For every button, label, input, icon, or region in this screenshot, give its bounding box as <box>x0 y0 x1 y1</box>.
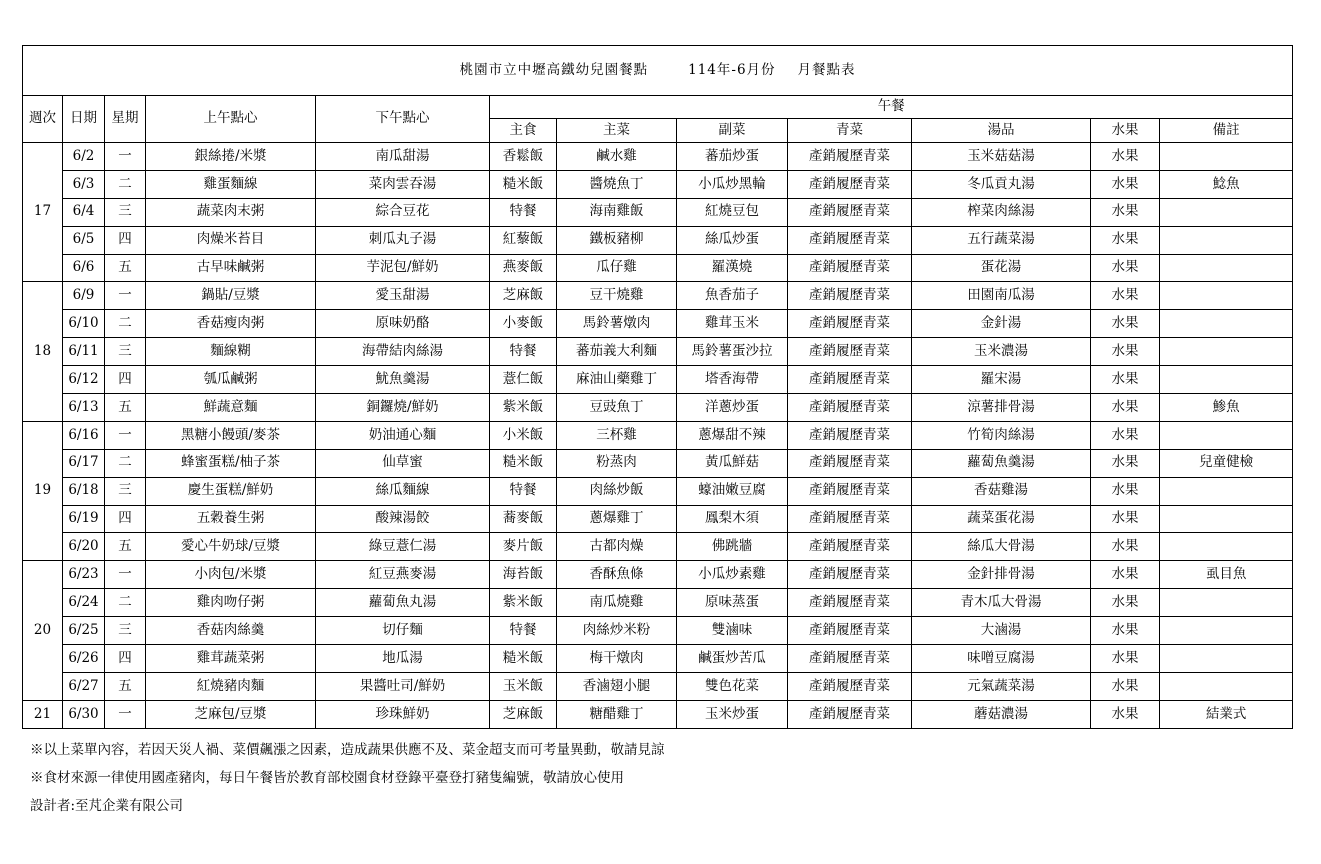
date-cell: 6/9 <box>63 282 105 310</box>
morning-snack-cell: 黑糖小饅頭/麥茶 <box>146 421 316 449</box>
side-dish-cell: 蠔油嫩豆腐 <box>677 477 788 505</box>
afternoon-snack-cell: 綠豆薏仁湯 <box>316 533 490 561</box>
main-dish-cell: 麻油山藥雞丁 <box>557 366 677 394</box>
vegetable-cell: 產銷履歷青菜 <box>788 700 912 728</box>
remarks-cell <box>1160 533 1293 561</box>
date-cell: 6/6 <box>63 254 105 282</box>
vegetable-cell: 產銷履歷青菜 <box>788 143 912 171</box>
side-dish-cell: 鳳梨木須 <box>677 505 788 533</box>
weekday-cell: 三 <box>105 477 146 505</box>
main-dish-cell: 蕃茄義大利麵 <box>557 338 677 366</box>
staple-cell: 小米飯 <box>490 421 557 449</box>
fruit-cell: 水果 <box>1091 394 1160 422</box>
table-row <box>23 143 1293 171</box>
afternoon-snack-cell: 切仔麵 <box>316 617 490 645</box>
header-main-dish: 主菜 <box>557 119 677 143</box>
vegetable-cell: 產銷履歷青菜 <box>788 421 912 449</box>
week-number-cell: 21 <box>23 700 63 728</box>
afternoon-snack-cell: 菜肉雲吞湯 <box>316 170 490 198</box>
date-cell: 6/4 <box>63 198 105 226</box>
morning-snack-cell: 古早味鹹粥 <box>146 254 316 282</box>
side-dish-cell: 鹹蛋炒苦瓜 <box>677 645 788 673</box>
main-dish-cell: 海南雞飯 <box>557 198 677 226</box>
week-number-cell: 19 <box>23 421 63 560</box>
afternoon-snack-cell: 奶油通心麵 <box>316 421 490 449</box>
staple-cell: 特餐 <box>490 338 557 366</box>
fruit-cell: 水果 <box>1091 505 1160 533</box>
staple-cell: 小麥飯 <box>490 310 557 338</box>
fruit-cell: 水果 <box>1091 254 1160 282</box>
date-cell: 6/17 <box>63 449 105 477</box>
disclaimer-note: ※以上菜單內容，若因天災人禍、菜價飆漲之因素，造成蔬果供應不及、菜金超支而可考量異動，敬請見諒 <box>30 742 665 758</box>
table-row <box>23 366 1293 394</box>
side-dish-cell: 小瓜炒素雞 <box>677 561 788 589</box>
weekday-cell: 一 <box>105 282 146 310</box>
fruit-cell: 水果 <box>1091 338 1160 366</box>
date-cell: 6/18 <box>63 477 105 505</box>
morning-snack-cell: 蜂蜜蛋糕/柚子茶 <box>146 449 316 477</box>
soup-cell: 蘿蔔魚羹湯 <box>912 449 1091 477</box>
afternoon-snack-cell: 地瓜湯 <box>316 645 490 673</box>
remarks-cell <box>1160 617 1293 645</box>
afternoon-snack-cell: 酸辣湯餃 <box>316 505 490 533</box>
remarks-cell <box>1160 198 1293 226</box>
table-row <box>23 394 1293 422</box>
fruit-cell: 水果 <box>1091 421 1160 449</box>
table-row <box>23 700 1293 728</box>
table-row <box>23 226 1293 254</box>
vegetable-cell: 產銷履歷青菜 <box>788 338 912 366</box>
side-dish-cell: 塔香海帶 <box>677 366 788 394</box>
header-morning-snack: 上午點心 <box>146 96 316 143</box>
main-dish-cell: 南瓜燒雞 <box>557 589 677 617</box>
vegetable-cell: 產銷履歷青菜 <box>788 617 912 645</box>
main-dish-cell: 馬鈴薯燉肉 <box>557 310 677 338</box>
side-dish-cell: 洋蔥炒蛋 <box>677 394 788 422</box>
morning-snack-cell: 香菇瘦肉粥 <box>146 310 316 338</box>
date-cell: 6/16 <box>63 421 105 449</box>
main-dish-cell: 鹹水雞 <box>557 143 677 171</box>
soup-cell: 元氣蔬菜湯 <box>912 672 1091 700</box>
soup-cell: 香菇雞湯 <box>912 477 1091 505</box>
staple-cell: 紫米飯 <box>490 394 557 422</box>
afternoon-snack-cell: 仙草蜜 <box>316 449 490 477</box>
vegetable-cell: 產銷履歷青菜 <box>788 589 912 617</box>
date-cell: 6/23 <box>63 561 105 589</box>
soup-cell: 蛋花湯 <box>912 254 1091 282</box>
date-cell: 6/5 <box>63 226 105 254</box>
main-dish-cell: 香酥魚條 <box>557 561 677 589</box>
afternoon-snack-cell: 珍珠鮮奶 <box>316 700 490 728</box>
weekday-cell: 二 <box>105 310 146 338</box>
afternoon-snack-cell: 綜合豆花 <box>316 198 490 226</box>
staple-cell: 糙米飯 <box>490 170 557 198</box>
staple-cell: 海苔飯 <box>490 561 557 589</box>
remarks-cell <box>1160 477 1293 505</box>
side-dish-cell: 黃瓜鮮菇 <box>677 449 788 477</box>
vegetable-cell: 產銷履歷青菜 <box>788 533 912 561</box>
weekday-cell: 三 <box>105 617 146 645</box>
weekday-cell: 四 <box>105 366 146 394</box>
main-dish-cell: 瓜仔雞 <box>557 254 677 282</box>
table-row <box>23 170 1293 198</box>
vegetable-cell: 產銷履歷青菜 <box>788 561 912 589</box>
weekday-cell: 一 <box>105 143 146 171</box>
date-cell: 6/2 <box>63 143 105 171</box>
date-cell: 6/24 <box>63 589 105 617</box>
vegetable-cell: 產銷履歷青菜 <box>788 394 912 422</box>
morning-snack-cell: 鮮蔬意麵 <box>146 394 316 422</box>
table-row <box>23 533 1293 561</box>
header-side-dish: 副菜 <box>677 119 788 143</box>
header-weekday: 星期 <box>105 96 146 143</box>
morning-snack-cell: 蔬菜肉末粥 <box>146 198 316 226</box>
table-row <box>23 617 1293 645</box>
side-dish-cell: 雙色花菜 <box>677 672 788 700</box>
fruit-cell: 水果 <box>1091 617 1160 645</box>
vegetable-cell: 產銷履歷青菜 <box>788 198 912 226</box>
main-dish-cell: 肉絲炒飯 <box>557 477 677 505</box>
remarks-cell: 兒童健檢 <box>1160 449 1293 477</box>
table-row <box>23 198 1293 226</box>
morning-snack-cell: 芝麻包/豆漿 <box>146 700 316 728</box>
staple-cell: 香鬆飯 <box>490 143 557 171</box>
designer-credit: 設計者:至芃企業有限公司 <box>30 798 184 814</box>
weekday-cell: 一 <box>105 561 146 589</box>
afternoon-snack-cell: 芋泥包/鮮奶 <box>316 254 490 282</box>
table-row <box>23 561 1293 589</box>
header-soup: 湯品 <box>912 119 1091 143</box>
weekday-cell: 五 <box>105 533 146 561</box>
soup-cell: 蘑菇濃湯 <box>912 700 1091 728</box>
fruit-cell: 水果 <box>1091 672 1160 700</box>
afternoon-snack-cell: 原味奶酪 <box>316 310 490 338</box>
soup-cell: 羅宋湯 <box>912 366 1091 394</box>
main-dish-cell: 糖醋雞丁 <box>557 700 677 728</box>
side-dish-cell: 佛跳牆 <box>677 533 788 561</box>
header-date: 日期 <box>63 96 105 143</box>
staple-cell: 燕麥飯 <box>490 254 557 282</box>
side-dish-cell: 絲瓜炒蛋 <box>677 226 788 254</box>
remarks-cell <box>1160 143 1293 171</box>
school-name: 桃園市立中壢高鐵幼兒園餐點 <box>459 61 649 78</box>
remarks-cell: 鯰魚 <box>1160 170 1293 198</box>
side-dish-cell: 小瓜炒黑輪 <box>677 170 788 198</box>
staple-cell: 糙米飯 <box>490 449 557 477</box>
menu-body <box>23 143 1293 729</box>
afternoon-snack-cell: 蘿蔔魚丸湯 <box>316 589 490 617</box>
side-dish-cell: 羅漢燒 <box>677 254 788 282</box>
menu-title <box>23 46 1293 96</box>
remarks-cell <box>1160 505 1293 533</box>
main-dish-cell: 梅干燉肉 <box>557 645 677 673</box>
side-dish-cell: 雙滷味 <box>677 617 788 645</box>
week-number-cell: 20 <box>23 561 63 700</box>
date-cell: 6/19 <box>63 505 105 533</box>
morning-snack-cell: 雞茸蔬菜粥 <box>146 645 316 673</box>
staple-cell: 玉米飯 <box>490 672 557 700</box>
date-cell: 6/27 <box>63 672 105 700</box>
morning-snack-cell: 瓠瓜鹹粥 <box>146 366 316 394</box>
main-dish-cell: 蔥爆雞丁 <box>557 505 677 533</box>
weekday-cell: 一 <box>105 700 146 728</box>
date-cell: 6/25 <box>63 617 105 645</box>
fruit-cell: 水果 <box>1091 226 1160 254</box>
morning-snack-cell: 雞肉吻仔粥 <box>146 589 316 617</box>
remarks-cell <box>1160 589 1293 617</box>
soup-cell: 竹筍肉絲湯 <box>912 421 1091 449</box>
soup-cell: 金針湯 <box>912 310 1091 338</box>
main-dish-cell: 三杯雞 <box>557 421 677 449</box>
morning-snack-cell: 麵線糊 <box>146 338 316 366</box>
staple-cell: 芝麻飯 <box>490 282 557 310</box>
vegetable-cell: 產銷履歷青菜 <box>788 254 912 282</box>
side-dish-cell: 雞茸玉米 <box>677 310 788 338</box>
soup-cell: 大滷湯 <box>912 617 1091 645</box>
vegetable-cell: 產銷履歷青菜 <box>788 310 912 338</box>
side-dish-cell: 蔥爆甜不辣 <box>677 421 788 449</box>
fruit-cell: 水果 <box>1091 477 1160 505</box>
fruit-cell: 水果 <box>1091 533 1160 561</box>
staple-cell: 蕎麥飯 <box>490 505 557 533</box>
soup-cell: 絲瓜大骨湯 <box>912 533 1091 561</box>
weekday-cell: 四 <box>105 645 146 673</box>
fruit-cell: 水果 <box>1091 366 1160 394</box>
date-cell: 6/10 <box>63 310 105 338</box>
morning-snack-cell: 小肉包/米漿 <box>146 561 316 589</box>
fruit-cell: 水果 <box>1091 449 1160 477</box>
main-dish-cell: 豆干燒雞 <box>557 282 677 310</box>
table-row <box>23 672 1293 700</box>
header-staple: 主食 <box>490 119 557 143</box>
fruit-cell: 水果 <box>1091 310 1160 338</box>
staple-cell: 特餐 <box>490 198 557 226</box>
soup-cell: 五行蔬菜湯 <box>912 226 1091 254</box>
remarks-cell <box>1160 645 1293 673</box>
afternoon-snack-cell: 南瓜甜湯 <box>316 143 490 171</box>
fruit-cell: 水果 <box>1091 143 1160 171</box>
morning-snack-cell: 肉燥米苔目 <box>146 226 316 254</box>
table-row <box>23 282 1293 310</box>
main-dish-cell: 香滷翅小腿 <box>557 672 677 700</box>
fruit-cell: 水果 <box>1091 700 1160 728</box>
staple-cell: 芝麻飯 <box>490 700 557 728</box>
staple-cell: 薏仁飯 <box>490 366 557 394</box>
vegetable-cell: 產銷履歷青菜 <box>788 645 912 673</box>
side-dish-cell: 原味蒸蛋 <box>677 589 788 617</box>
soup-cell: 榨菜肉絲湯 <box>912 198 1091 226</box>
weekday-cell: 二 <box>105 170 146 198</box>
fruit-cell: 水果 <box>1091 282 1160 310</box>
weekday-cell: 二 <box>105 589 146 617</box>
pork-source-note: ※食材來源一律使用國產豬肉，每日午餐皆於教育部校園食材登錄平臺登打豬隻編號，敬請放心使用 <box>30 770 624 786</box>
vegetable-cell: 產銷履歷青菜 <box>788 672 912 700</box>
main-dish-cell: 古都肉燥 <box>557 533 677 561</box>
vegetable-cell: 產銷履歷青菜 <box>788 282 912 310</box>
afternoon-snack-cell: 刺瓜丸子湯 <box>316 226 490 254</box>
date-cell: 6/12 <box>63 366 105 394</box>
fruit-cell: 水果 <box>1091 170 1160 198</box>
main-dish-cell: 肉絲炒米粉 <box>557 617 677 645</box>
table-row <box>23 589 1293 617</box>
table-row <box>23 505 1293 533</box>
main-dish-cell: 鐵板豬柳 <box>557 226 677 254</box>
staple-cell: 麥片飯 <box>490 533 557 561</box>
header-afternoon-snack: 下午點心 <box>316 96 490 143</box>
header-fruit: 水果 <box>1091 119 1160 143</box>
menu-month: 114年-6月份 <box>688 61 776 78</box>
table-row <box>23 338 1293 366</box>
weekday-cell: 五 <box>105 672 146 700</box>
weekday-cell: 五 <box>105 394 146 422</box>
table-row <box>23 310 1293 338</box>
soup-cell: 玉米濃湯 <box>912 338 1091 366</box>
table-row <box>23 254 1293 282</box>
soup-cell: 玉米菇菇湯 <box>912 143 1091 171</box>
vegetable-cell: 產銷履歷青菜 <box>788 170 912 198</box>
weekday-cell: 三 <box>105 338 146 366</box>
soup-cell: 蔬菜蛋花湯 <box>912 505 1091 533</box>
weekday-cell: 二 <box>105 449 146 477</box>
staple-cell: 紫米飯 <box>490 589 557 617</box>
side-dish-cell: 馬鈴薯蛋沙拉 <box>677 338 788 366</box>
table-row <box>23 421 1293 449</box>
date-cell: 6/13 <box>63 394 105 422</box>
side-dish-cell: 紅燒豆包 <box>677 198 788 226</box>
date-cell: 6/3 <box>63 170 105 198</box>
remarks-cell <box>1160 338 1293 366</box>
remarks-cell: 虱目魚 <box>1160 561 1293 589</box>
remarks-cell <box>1160 226 1293 254</box>
morning-snack-cell: 雞蛋麵線 <box>146 170 316 198</box>
date-cell: 6/30 <box>63 700 105 728</box>
weekday-cell: 五 <box>105 254 146 282</box>
morning-snack-cell: 五穀養生粥 <box>146 505 316 533</box>
side-dish-cell: 蕃茄炒蛋 <box>677 143 788 171</box>
remarks-cell <box>1160 310 1293 338</box>
afternoon-snack-cell: 魷魚羹湯 <box>316 366 490 394</box>
remarks-cell <box>1160 282 1293 310</box>
vegetable-cell: 產銷履歷青菜 <box>788 449 912 477</box>
vegetable-cell: 產銷履歷青菜 <box>788 505 912 533</box>
remarks-cell <box>1160 366 1293 394</box>
soup-cell: 冬瓜貢丸湯 <box>912 170 1091 198</box>
weekday-cell: 三 <box>105 198 146 226</box>
soup-cell: 味噌豆腐湯 <box>912 645 1091 673</box>
date-cell: 6/20 <box>63 533 105 561</box>
soup-cell: 涼薯排骨湯 <box>912 394 1091 422</box>
afternoon-snack-cell: 果醬吐司/鮮奶 <box>316 672 490 700</box>
soup-cell: 金針排骨湯 <box>912 561 1091 589</box>
header-week: 週次 <box>23 96 63 143</box>
remarks-cell <box>1160 672 1293 700</box>
morning-snack-cell: 鍋貼/豆漿 <box>146 282 316 310</box>
header-remarks: 備註 <box>1160 119 1293 143</box>
soup-cell: 青木瓜大骨湯 <box>912 589 1091 617</box>
staple-cell: 糙米飯 <box>490 645 557 673</box>
weekday-cell: 四 <box>105 226 146 254</box>
staple-cell: 特餐 <box>490 617 557 645</box>
remarks-cell <box>1160 254 1293 282</box>
fruit-cell: 水果 <box>1091 589 1160 617</box>
afternoon-snack-cell: 海帶結肉絲湯 <box>316 338 490 366</box>
vegetable-cell: 產銷履歷青菜 <box>788 226 912 254</box>
afternoon-snack-cell: 愛玉甜湯 <box>316 282 490 310</box>
staple-cell: 紅藜飯 <box>490 226 557 254</box>
table-row <box>23 645 1293 673</box>
side-dish-cell: 玉米炒蛋 <box>677 700 788 728</box>
morning-snack-cell: 愛心牛奶球/豆漿 <box>146 533 316 561</box>
header-lunch: 午餐 <box>490 96 1293 119</box>
monthly-menu-table <box>22 45 1293 729</box>
main-dish-cell: 醬燒魚丁 <box>557 170 677 198</box>
remarks-cell: 結業式 <box>1160 700 1293 728</box>
weekday-cell: 四 <box>105 505 146 533</box>
table-row <box>23 449 1293 477</box>
date-cell: 6/26 <box>63 645 105 673</box>
remarks-cell <box>1160 421 1293 449</box>
morning-snack-cell: 香菇肉絲羹 <box>146 617 316 645</box>
fruit-cell: 水果 <box>1091 561 1160 589</box>
date-cell: 6/11 <box>63 338 105 366</box>
afternoon-snack-cell: 銅鑼燒/鮮奶 <box>316 394 490 422</box>
main-dish-cell: 粉蒸肉 <box>557 449 677 477</box>
vegetable-cell: 產銷履歷青菜 <box>788 366 912 394</box>
staple-cell: 特餐 <box>490 477 557 505</box>
fruit-cell: 水果 <box>1091 645 1160 673</box>
afternoon-snack-cell: 絲瓜麵線 <box>316 477 490 505</box>
week-number-cell: 17 <box>23 143 63 282</box>
morning-snack-cell: 紅燒豬肉麵 <box>146 672 316 700</box>
fruit-cell: 水果 <box>1091 198 1160 226</box>
weekday-cell: 一 <box>105 421 146 449</box>
side-dish-cell: 魚香茄子 <box>677 282 788 310</box>
afternoon-snack-cell: 紅豆燕麥湯 <box>316 561 490 589</box>
remarks-cell: 鯵魚 <box>1160 394 1293 422</box>
main-dish-cell: 豆豉魚丁 <box>557 394 677 422</box>
header-vegetable: 青菜 <box>788 119 912 143</box>
table-name: 月餐點表 <box>797 61 856 78</box>
morning-snack-cell: 銀絲捲/米漿 <box>146 143 316 171</box>
vegetable-cell: 產銷履歷青菜 <box>788 477 912 505</box>
week-number-cell: 18 <box>23 282 63 421</box>
soup-cell: 田園南瓜湯 <box>912 282 1091 310</box>
table-row <box>23 477 1293 505</box>
morning-snack-cell: 慶生蛋糕/鮮奶 <box>146 477 316 505</box>
